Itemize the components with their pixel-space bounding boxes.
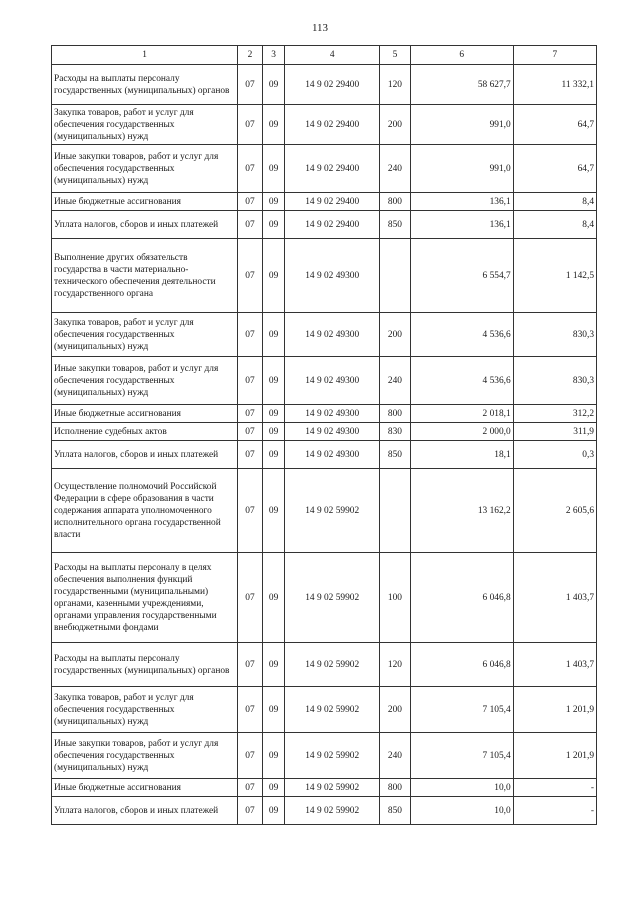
section-code-cell: 07 <box>238 193 263 211</box>
amount-cell: 2 018,1 <box>410 405 513 423</box>
executed-amount-cell: 830,3 <box>513 357 596 405</box>
expense-type-cell: 120 <box>379 65 410 105</box>
target-article-cell: 14 9 02 29400 <box>285 193 380 211</box>
amount-cell: 6 554,7 <box>410 239 513 313</box>
expense-type-cell: 240 <box>379 145 410 193</box>
expense-type-cell: 100 <box>379 553 410 643</box>
section-code-cell: 07 <box>238 553 263 643</box>
table-row <box>52 469 597 553</box>
target-article-cell: 14 9 02 59902 <box>285 779 380 797</box>
subsection-code-cell: 09 <box>262 313 285 357</box>
executed-amount-cell: 11 332,1 <box>513 65 596 105</box>
table-row <box>52 357 597 405</box>
target-article-cell: 14 9 02 59902 <box>285 687 380 733</box>
executed-amount-cell: 2 605,6 <box>513 469 596 553</box>
expense-name-cell: Уплата налогов, сборов и иных платежей <box>52 797 238 825</box>
expense-name-cell: Иные закупки товаров, работ и услуг для обеспечения государственных (муниципальных) нужд <box>52 357 238 405</box>
column-header: 2 <box>238 46 263 65</box>
executed-amount-cell: 64,7 <box>513 145 596 193</box>
section-code-cell: 07 <box>238 405 263 423</box>
expense-name-cell: Расходы на выплаты персоналу государственных (муниципальных) органов <box>52 65 238 105</box>
expense-type-cell: 200 <box>379 105 410 145</box>
amount-cell: 991,0 <box>410 105 513 145</box>
target-article-cell: 14 9 02 49300 <box>285 423 380 441</box>
table-row <box>52 797 597 825</box>
subsection-code-cell: 09 <box>262 65 285 105</box>
expense-type-cell: 200 <box>379 313 410 357</box>
amount-cell: 4 536,6 <box>410 357 513 405</box>
expense-type-cell: 850 <box>379 211 410 239</box>
amount-cell: 2 000,0 <box>410 423 513 441</box>
expense-type-cell: 830 <box>379 423 410 441</box>
amount-cell: 58 627,7 <box>410 65 513 105</box>
table-row <box>52 779 597 797</box>
section-code-cell: 07 <box>238 643 263 687</box>
table-body <box>52 65 597 825</box>
column-header: 1 <box>52 46 238 65</box>
expense-name-cell: Уплата налогов, сборов и иных платежей <box>52 211 238 239</box>
target-article-cell: 14 9 02 49300 <box>285 405 380 423</box>
expense-type-cell: 240 <box>379 733 410 779</box>
subsection-code-cell: 09 <box>262 441 285 469</box>
expense-type-cell: 850 <box>379 797 410 825</box>
section-code-cell: 07 <box>238 145 263 193</box>
executed-amount-cell: 830,3 <box>513 313 596 357</box>
executed-amount-cell: - <box>513 797 596 825</box>
expense-type-cell <box>379 469 410 553</box>
executed-amount-cell: 1 201,9 <box>513 687 596 733</box>
section-code-cell: 07 <box>238 441 263 469</box>
section-code-cell: 07 <box>238 105 263 145</box>
table-row <box>52 687 597 733</box>
executed-amount-cell: 1 142,5 <box>513 239 596 313</box>
target-article-cell: 14 9 02 59902 <box>285 553 380 643</box>
subsection-code-cell: 09 <box>262 105 285 145</box>
expense-name-cell: Иные бюджетные ассигнования <box>52 779 238 797</box>
expense-name-cell: Закупка товаров, работ и услуг для обеспечения государственных (муниципальных) нужд <box>52 313 238 357</box>
subsection-code-cell: 09 <box>262 553 285 643</box>
subsection-code-cell: 09 <box>262 733 285 779</box>
section-code-cell: 07 <box>238 423 263 441</box>
expense-name-cell: Иные закупки товаров, работ и услуг для обеспечения государственных (муниципальных) нужд <box>52 145 238 193</box>
executed-amount-cell: 8,4 <box>513 193 596 211</box>
subsection-code-cell: 09 <box>262 193 285 211</box>
amount-cell: 7 105,4 <box>410 687 513 733</box>
section-code-cell: 07 <box>238 357 263 405</box>
amount-cell: 136,1 <box>410 211 513 239</box>
expense-name-cell: Иные бюджетные ассигнования <box>52 193 238 211</box>
expense-name-cell: Осуществление полномочий Российской Федерации в сфере образования в части содержания аппарата уполномоченного исполнительного органа государственной власти <box>52 469 238 553</box>
expense-type-cell <box>379 239 410 313</box>
table-row <box>52 193 597 211</box>
subsection-code-cell: 09 <box>262 405 285 423</box>
amount-cell: 6 046,8 <box>410 643 513 687</box>
executed-amount-cell: 1 403,7 <box>513 553 596 643</box>
target-article-cell: 14 9 02 29400 <box>285 145 380 193</box>
expense-type-cell: 240 <box>379 357 410 405</box>
subsection-code-cell: 09 <box>262 779 285 797</box>
table-row <box>52 733 597 779</box>
amount-cell: 6 046,8 <box>410 553 513 643</box>
table-row <box>52 423 597 441</box>
page-number: 113 <box>311 22 329 34</box>
subsection-code-cell: 09 <box>262 145 285 193</box>
table-row <box>52 105 597 145</box>
subsection-code-cell: 09 <box>262 469 285 553</box>
expense-type-cell: 200 <box>379 687 410 733</box>
expense-name-cell: Закупка товаров, работ и услуг для обеспечения государственных (муниципальных) нужд <box>52 687 238 733</box>
target-article-cell: 14 9 02 29400 <box>285 65 380 105</box>
expense-name-cell: Расходы на выплаты персоналу в целях обеспечения выполнения функций государственными (муниципальными) органами, казенными учреждениями, органами управления государственными внебюджетными фондами <box>52 553 238 643</box>
budget-table <box>51 45 597 825</box>
amount-cell: 7 105,4 <box>410 733 513 779</box>
target-article-cell: 14 9 02 59902 <box>285 643 380 687</box>
section-code-cell: 07 <box>238 239 263 313</box>
expense-type-cell: 800 <box>379 193 410 211</box>
section-code-cell: 07 <box>238 65 263 105</box>
column-header: 3 <box>262 46 285 65</box>
amount-cell: 13 162,2 <box>410 469 513 553</box>
subsection-code-cell: 09 <box>262 797 285 825</box>
target-article-cell: 14 9 02 49300 <box>285 357 380 405</box>
expense-type-cell: 800 <box>379 405 410 423</box>
target-article-cell: 14 9 02 49300 <box>285 313 380 357</box>
subsection-code-cell: 09 <box>262 239 285 313</box>
subsection-code-cell: 09 <box>262 357 285 405</box>
amount-cell: 18,1 <box>410 441 513 469</box>
target-article-cell: 14 9 02 49300 <box>285 441 380 469</box>
amount-cell: 4 536,6 <box>410 313 513 357</box>
section-code-cell: 07 <box>238 313 263 357</box>
executed-amount-cell: 0,3 <box>513 441 596 469</box>
expense-type-cell: 800 <box>379 779 410 797</box>
column-header: 6 <box>410 46 513 65</box>
table-row <box>52 65 597 105</box>
target-article-cell: 14 9 02 29400 <box>285 211 380 239</box>
amount-cell: 10,0 <box>410 797 513 825</box>
expense-type-cell: 120 <box>379 643 410 687</box>
executed-amount-cell: 1 201,9 <box>513 733 596 779</box>
expense-type-cell: 850 <box>379 441 410 469</box>
executed-amount-cell: 311,9 <box>513 423 596 441</box>
amount-cell: 136,1 <box>410 193 513 211</box>
section-code-cell: 07 <box>238 469 263 553</box>
table-row <box>52 145 597 193</box>
executed-amount-cell: 312,2 <box>513 405 596 423</box>
amount-cell: 991,0 <box>410 145 513 193</box>
expense-name-cell: Иные закупки товаров, работ и услуг для обеспечения государственных (муниципальных) нужд <box>52 733 238 779</box>
table-row <box>52 643 597 687</box>
target-article-cell: 14 9 02 29400 <box>285 105 380 145</box>
table-row <box>52 313 597 357</box>
executed-amount-cell: 1 403,7 <box>513 643 596 687</box>
table-row <box>52 211 597 239</box>
column-header: 7 <box>513 46 596 65</box>
target-article-cell: 14 9 02 59902 <box>285 797 380 825</box>
section-code-cell: 07 <box>238 779 263 797</box>
header-row <box>52 46 597 65</box>
table-row <box>52 441 597 469</box>
executed-amount-cell: 64,7 <box>513 105 596 145</box>
section-code-cell: 07 <box>238 733 263 779</box>
subsection-code-cell: 09 <box>262 687 285 733</box>
target-article-cell: 14 9 02 59902 <box>285 469 380 553</box>
section-code-cell: 07 <box>238 211 263 239</box>
expense-name-cell: Уплата налогов, сборов и иных платежей <box>52 441 238 469</box>
column-header: 5 <box>379 46 410 65</box>
section-code-cell: 07 <box>238 797 263 825</box>
table-row <box>52 553 597 643</box>
executed-amount-cell: - <box>513 779 596 797</box>
executed-amount-cell: 8,4 <box>513 211 596 239</box>
expense-name-cell: Иные бюджетные ассигнования <box>52 405 238 423</box>
expense-name-cell: Закупка товаров, работ и услуг для обеспечения государственных (муниципальных) нужд <box>52 105 238 145</box>
table-row <box>52 405 597 423</box>
subsection-code-cell: 09 <box>262 423 285 441</box>
subsection-code-cell: 09 <box>262 211 285 239</box>
expense-name-cell: Выполнение других обязательств государства в части материально-технического обеспечения деятельности государственного органа <box>52 239 238 313</box>
amount-cell: 10,0 <box>410 779 513 797</box>
table-row <box>52 239 597 313</box>
section-code-cell: 07 <box>238 687 263 733</box>
expense-name-cell: Расходы на выплаты персоналу государственных (муниципальных) органов <box>52 643 238 687</box>
target-article-cell: 14 9 02 49300 <box>285 239 380 313</box>
expense-name-cell: Исполнение судебных актов <box>52 423 238 441</box>
target-article-cell: 14 9 02 59902 <box>285 733 380 779</box>
column-header: 4 <box>285 46 380 65</box>
subsection-code-cell: 09 <box>262 643 285 687</box>
